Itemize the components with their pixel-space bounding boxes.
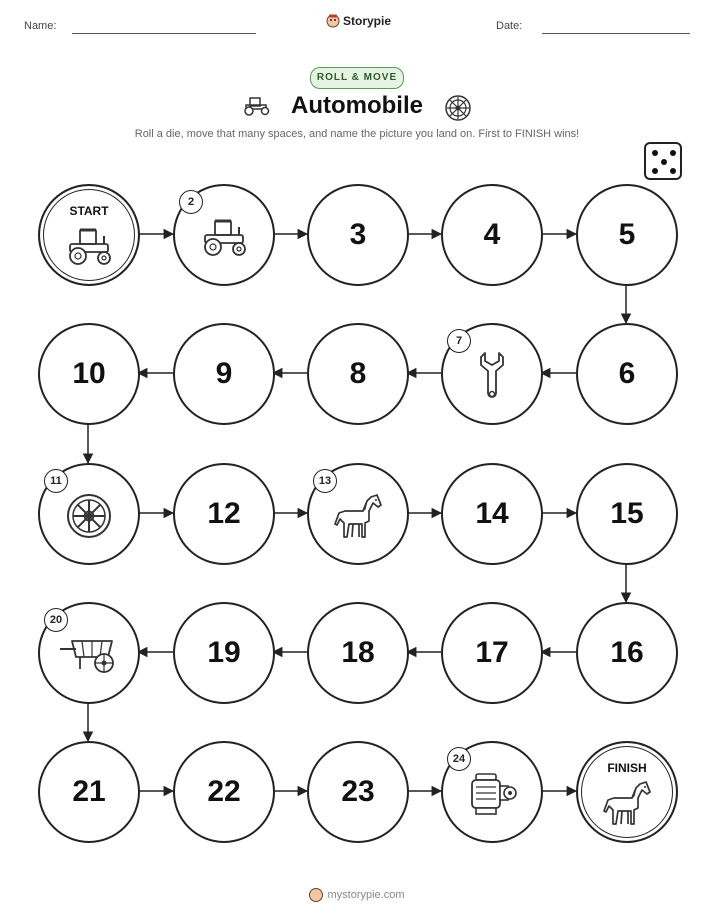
board-space [441, 463, 543, 565]
space-number: 22 [207, 775, 241, 808]
wrench-icon [477, 349, 507, 408]
footer-url: mystorypie.com [327, 888, 405, 901]
horse-icon [600, 778, 654, 833]
board-space [307, 741, 409, 843]
board-space [307, 184, 409, 286]
space-number-tag: 13 [313, 469, 337, 493]
space-number: 15 [610, 497, 644, 530]
board-space [576, 184, 678, 286]
wheel-icon [66, 493, 112, 544]
board-space [38, 602, 140, 704]
board-space [173, 323, 275, 425]
space-number: 23 [341, 775, 375, 808]
footer-mascot-icon [309, 888, 323, 902]
footer [0, 888, 714, 902]
board-space [441, 184, 543, 286]
cart-icon [58, 635, 120, 680]
board-space [576, 602, 678, 704]
instructions: Roll a die, move that many spaces, and name the picture you land on. First to FINISH wins! [134, 128, 580, 140]
space-number-tag: 7 [447, 329, 471, 353]
tractor-icon [62, 226, 116, 271]
board-space [38, 463, 140, 565]
space-number: 8 [349, 357, 367, 390]
board-space [38, 741, 140, 843]
engine-icon [466, 770, 518, 823]
board-space [441, 741, 543, 843]
board-space [576, 463, 678, 565]
space-number: 9 [215, 357, 233, 390]
space-number-tag: 24 [447, 747, 471, 771]
board-space [38, 323, 140, 425]
space-number: 16 [610, 636, 644, 669]
finish-space [576, 741, 678, 843]
space-number-tag: 20 [44, 608, 68, 632]
space-number: 21 [72, 775, 106, 808]
date-label: Date: [496, 20, 523, 32]
horse-icon [331, 491, 385, 546]
page-title: Automobile [291, 92, 423, 119]
space-number-tag: 2 [179, 190, 203, 214]
start-space [38, 184, 140, 286]
board-space [576, 323, 678, 425]
name-label: Name: [24, 20, 57, 32]
finish-label: FINISH [607, 761, 647, 775]
board-space [307, 323, 409, 425]
space-number: 3 [349, 218, 367, 251]
board-space [441, 323, 543, 425]
tractor-icon [197, 217, 251, 262]
board-space [173, 741, 275, 843]
space-number: 17 [475, 636, 509, 669]
board-space [173, 184, 275, 286]
space-number: 19 [207, 636, 241, 669]
space-number: 4 [483, 218, 501, 251]
brand-name: Storypie [343, 14, 392, 28]
space-number-tag: 11 [44, 469, 68, 493]
space-number: 12 [207, 497, 241, 530]
space-number: 18 [341, 636, 375, 669]
board-space [441, 602, 543, 704]
activity-badge: ROLL & MOVE [310, 67, 404, 89]
space-number: 14 [475, 497, 509, 530]
space-number: 5 [618, 218, 636, 251]
board-space [307, 463, 409, 565]
board-space [307, 602, 409, 704]
board-space [173, 602, 275, 704]
start-label: START [69, 204, 109, 218]
board-space [173, 463, 275, 565]
space-number: 10 [72, 357, 106, 390]
space-number: 6 [618, 357, 636, 390]
